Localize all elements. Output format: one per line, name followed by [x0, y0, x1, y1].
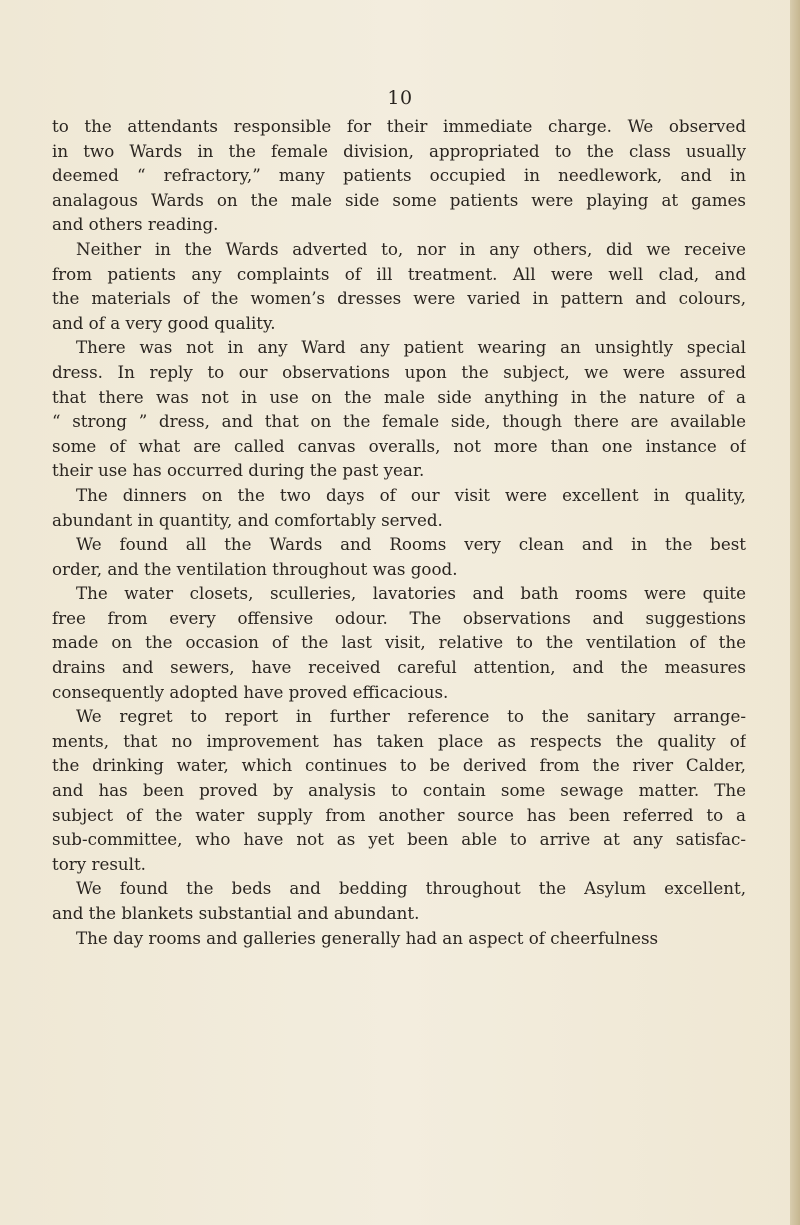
text-line: some of what are called canvas overalls, not more than one instance of — [52, 435, 746, 456]
text-line: The day rooms and galleries generally had an aspect of cheerfulness — [76, 927, 659, 948]
text-line: made on the occasion of the last visit, relative to the ventilation of the — [52, 632, 746, 653]
text-line: subject of the water supply from another source has been referred to a — [52, 804, 746, 825]
text-line: and has been proved by analysis to contain some sewage matter. The — [52, 780, 746, 801]
page-edge-shadow — [790, 0, 800, 1225]
text-line: and of a very good quality. — [52, 312, 276, 333]
text-line: and the blankets substantial and abundant. — [52, 903, 420, 923]
text-line: the materials of the women’s dresses were varied in pattern and colours, — [52, 288, 746, 309]
text-line: sub-committee, who have not as yet been able to arrive at any satisfac- — [52, 829, 746, 850]
text-line: and others reading. — [52, 214, 219, 235]
text-line: We found the beds and bedding throughout the Asylum excellent, — [76, 878, 746, 899]
text-line: to the attendants responsible for their immediate charge. We observed — [52, 116, 746, 136]
body-text — [52, 114, 746, 950]
text-line: in two Wards in the female division, appropriated to the class usually — [52, 140, 746, 161]
page-number: 10 — [387, 87, 413, 109]
text-line: dress. In reply to our observations upon the subject, we were assured — [52, 361, 746, 382]
text-line: “ strong ” dress, and that on the female side, though there are available — [52, 411, 746, 432]
text-line: There was not in any Ward any patient wearing an unsightly special — [76, 337, 746, 358]
text-line: The dinners on the two days of our visit were excellent in quality, — [76, 484, 746, 505]
text-line: The water closets, sculleries, lavatories and bath rooms were quite — [76, 583, 746, 604]
text-line: their use has occurred during the past year. — [52, 460, 425, 481]
text-line: consequently adopted have proved efficacious. — [52, 681, 449, 702]
text-line: the drinking water, which continues to be derived from the river Calder, — [52, 755, 746, 776]
text-line: tory result. — [52, 853, 146, 874]
text-line: order, and the ventilation throughout was good. — [52, 558, 458, 579]
text-line: drains and sewers, have received careful attention, and the measures — [52, 657, 746, 678]
text-line: Neither in the Wards adverted to, nor in any others, did we receive — [76, 238, 746, 259]
text-line: abundant in quantity, and comfortably served. — [52, 509, 443, 530]
text-line: We regret to report in further reference to the sanitary arrange- — [76, 706, 746, 727]
text-line: We found all the Wards and Rooms very clean and in the best — [76, 534, 746, 555]
text-line: deemed “ refractory,” many patients occupied in needlework, and in — [52, 165, 746, 186]
text-line: from patients any complaints of ill treatment. All were well clad, and — [52, 263, 746, 284]
text-line: free from every offensive odour. The observations and suggestions — [52, 607, 746, 628]
text-line: analagous Wards on the male side some patients were playing at games — [52, 189, 746, 210]
text-line: that there was not in use on the male side anything in the nature of a — [52, 386, 746, 407]
text-line: ments, that no improvement has taken place as respects the quality of — [52, 730, 746, 751]
